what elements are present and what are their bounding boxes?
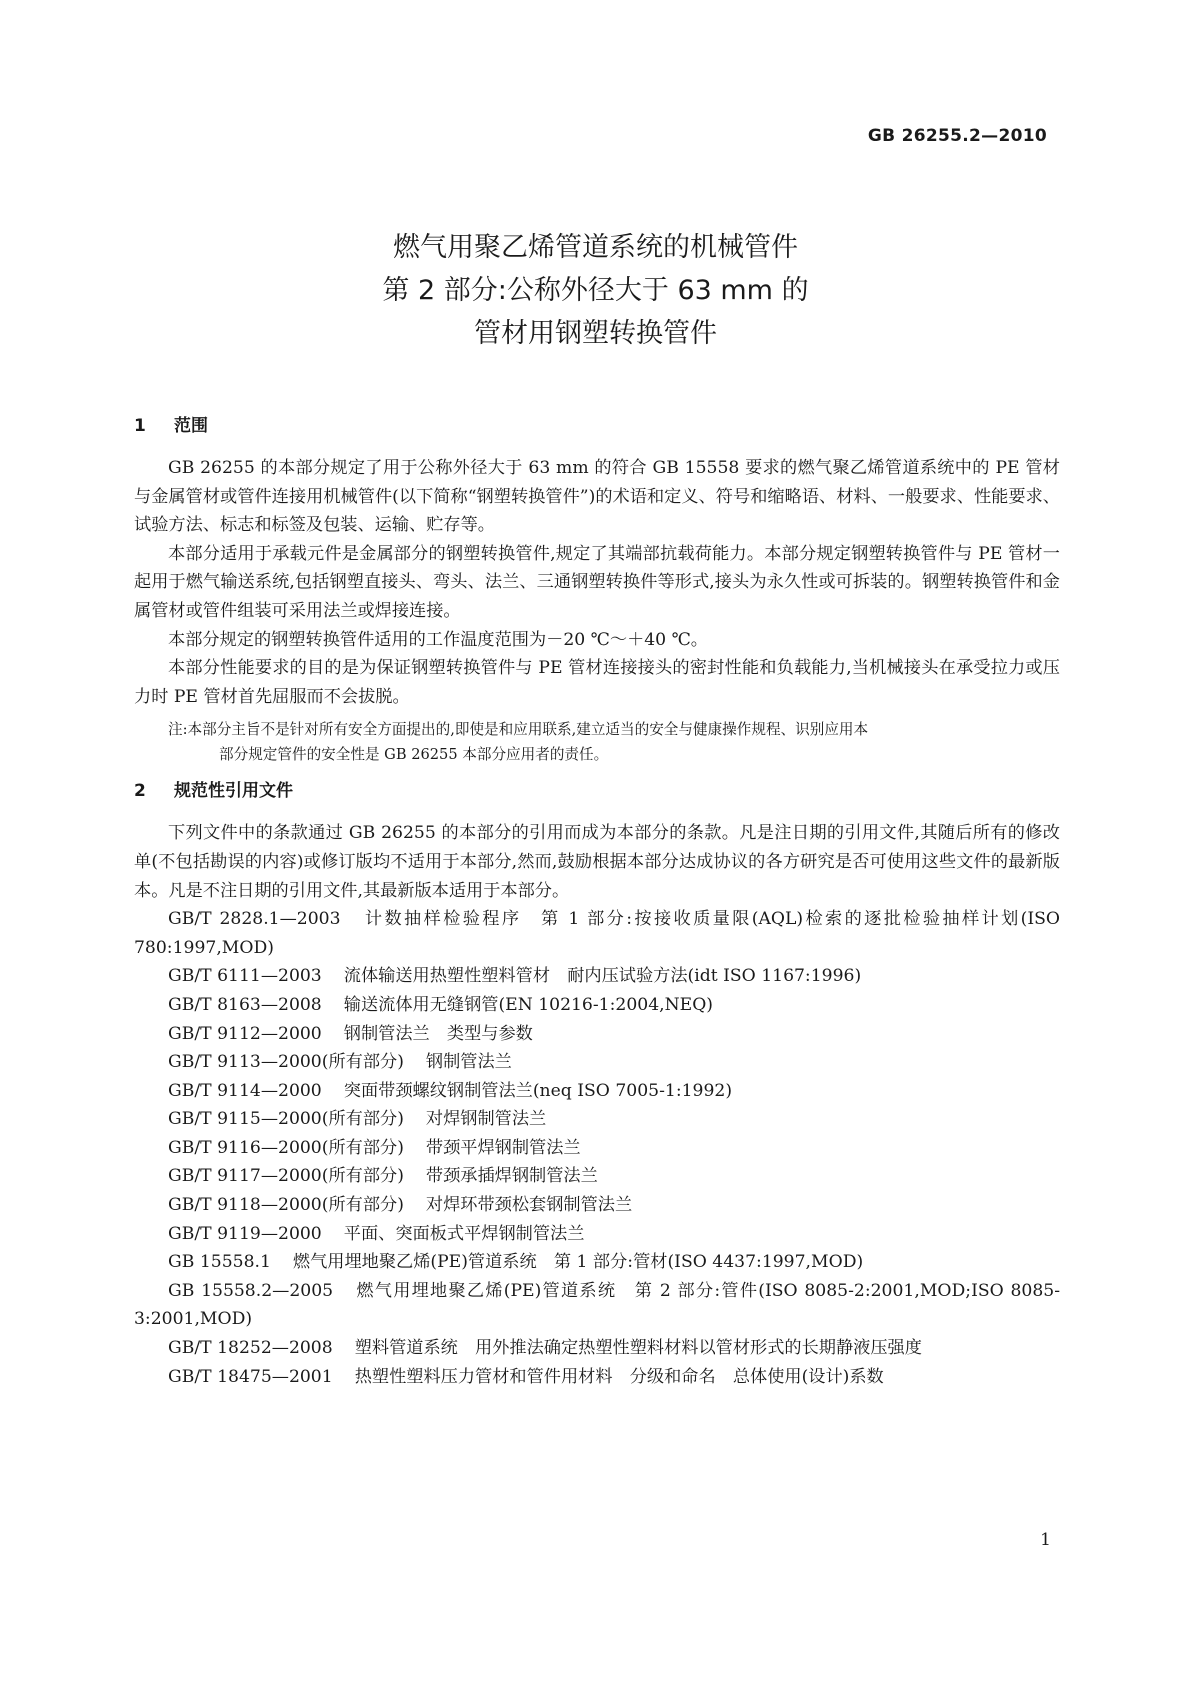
reference-title: 平面、突面板式平焊钢制管法兰	[343, 1223, 585, 1244]
title-line-1: 燃气用聚乙烯管道系统的机械管件	[393, 232, 798, 263]
reference-title: 燃气用埋地聚乙烯(PE)管道系统 第 1 部分:管材(ISO 4437:1997,MOD)	[292, 1252, 864, 1273]
section-number: 1	[134, 416, 146, 436]
section-2-heading	[134, 777, 1060, 805]
reference-item	[134, 1220, 1060, 1249]
reference-item	[134, 1334, 1060, 1363]
reference-code: GB 15558.1	[168, 1252, 271, 1273]
reference-item	[134, 1363, 1060, 1392]
reference-title: 流体输送用热塑性塑料管材 耐内压试验方法(idt ISO 1167:1996)	[343, 966, 862, 987]
reference-code: GB/T 9115—2000(所有部分)	[168, 1109, 404, 1130]
reference-title: 燃气用埋地聚乙烯(PE)管道系统 第 2 部分:管件(ISO 8085-2:2001,MOD;ISO 8085-3:2001,MOD)	[134, 1280, 1061, 1330]
reference-code: GB/T 9118—2000(所有部分)	[168, 1195, 404, 1216]
reference-code: GB/T 9119—2000	[168, 1223, 322, 1244]
reference-item	[134, 1134, 1060, 1163]
reference-item	[134, 1248, 1060, 1277]
reference-item	[134, 1277, 1060, 1334]
reference-code: GB/T 6111—2003	[168, 966, 322, 987]
section-number: 2	[134, 781, 146, 802]
reference-code: GB/T 9113—2000(所有部分)	[168, 1052, 404, 1073]
page-number: 1	[1040, 1530, 1051, 1550]
reference-item	[134, 991, 1060, 1020]
reference-code: GB/T 9116—2000(所有部分)	[168, 1137, 404, 1158]
paragraph: GB 26255 的本部分规定了用于公称外径大于 63 mm 的符合 GB 15558 要求的燃气聚乙烯管道系统中的 PE 管材与金属管材或管件连接用机械管件(以下简称“钢塑转换管件”)的术语和定义、符号和缩略语、材料、一般要求、性能要求、试验方法、标志和标签及包装、运输、贮存等。	[134, 458, 1060, 536]
reference-item	[134, 1020, 1060, 1049]
reference-item	[134, 1191, 1060, 1220]
reference-code: GB/T 18252—2008	[168, 1338, 333, 1359]
reference-list	[134, 905, 1060, 1391]
reference-code: GB/T 8163—2008	[168, 994, 322, 1015]
reference-title: 计数抽样检验程序 第 1 部分:按接收质量限(AQL)检索的逐批检验抽样计划(ISO 780:1997,MOD)	[134, 909, 1061, 958]
document-title	[0, 226, 1191, 355]
section-title: 范围	[174, 416, 208, 436]
paragraph: 下列文件中的条款通过 GB 26255 的本部分的引用而成为本部分的条款。凡是注日期的引用文件,其随后所有的修改单(不包括勘误的内容)或修订版均不适用于本部分,然而,鼓励根据本部分达成协议的各方研究是否可使用这些文件的最新版本。凡是不注日期的引用文件,其最新版本适用于本部分。	[134, 823, 1060, 901]
reference-code: GB/T 2828.1—2003	[168, 909, 341, 930]
section-title: 规范性引用文件	[174, 781, 293, 802]
title-line-2: 第 2 部分:公称外径大于 63 mm 的	[382, 275, 809, 306]
reference-code: GB 15558.2—2005	[168, 1280, 334, 1301]
reference-title: 带颈平焊钢制管法兰	[425, 1137, 581, 1158]
reference-title: 输送流体用无缝钢管(EN 10216-1:2004,NEQ)	[343, 994, 713, 1015]
paragraph: 本部分规定的钢塑转换管件适用的工作温度范围为－20 ℃～＋40 ℃。	[168, 629, 708, 650]
paragraph: 本部分适用于承载元件是金属部分的钢塑转换管件,规定了其端部抗载荷能力。本部分规定钢塑转换管件与 PE 管材一起用于燃气输送系统,包括钢塑直接头、弯头、法兰、三通钢塑转换件等形式,接头为永久性或可拆装的。钢塑转换管件和金属管材或管件组装可采用法兰或焊接连接。	[134, 543, 1060, 621]
note-label: 注:	[168, 721, 188, 739]
reference-title: 对焊环带颈松套钢制管法兰	[425, 1195, 633, 1216]
reference-code: GB/T 9112—2000	[168, 1023, 322, 1044]
reference-code: GB/T 9114—2000	[168, 1080, 322, 1101]
note	[168, 717, 1060, 767]
reference-title: 对焊钢制管法兰	[425, 1109, 547, 1130]
note-text-line-1: 本部分主旨不是针对所有安全方面提出的,即使是和应用联系,建立适当的安全与健康操作规程、识别应用本	[187, 721, 869, 739]
reference-item	[134, 1105, 1060, 1134]
reference-title: 突面带颈螺纹钢制管法兰(neq ISO 7005-1:1992)	[343, 1080, 733, 1101]
reference-item	[134, 1077, 1060, 1106]
reference-item	[134, 905, 1060, 962]
paragraph: 本部分性能要求的目的是为保证钢塑转换管件与 PE 管材连接接头的密封性能和负载能力,当机械接头在承受拉力或压力时 PE 管材首先屈服而不会拔脱。	[134, 658, 1060, 707]
reference-code: GB/T 9117—2000(所有部分)	[168, 1166, 404, 1187]
reference-code: GB/T 18475—2001	[168, 1366, 333, 1387]
section-1-heading	[134, 412, 1060, 440]
reference-title: 钢制管法兰 类型与参数	[343, 1023, 533, 1044]
reference-item	[134, 1048, 1060, 1077]
reference-title: 钢制管法兰	[425, 1052, 512, 1073]
reference-title: 带颈承插焊钢制管法兰	[425, 1166, 598, 1187]
standard-number: GB 26255.2—2010	[867, 126, 1047, 146]
reference-title: 塑料管道系统 用外推法确定热塑性塑料材料以管材形式的长期静液压强度	[354, 1338, 922, 1359]
note-text-line-2: 部分规定管件的安全性是 GB 26255 本部分应用者的责任。	[219, 746, 609, 764]
document-body	[134, 412, 1060, 1391]
title-line-3: 管材用钢塑转换管件	[474, 318, 717, 349]
reference-title: 热塑性塑料压力管材和管件用材料 分级和命名 总体使用(设计)系数	[354, 1366, 884, 1387]
reference-item	[134, 962, 1060, 991]
reference-item	[134, 1162, 1060, 1191]
